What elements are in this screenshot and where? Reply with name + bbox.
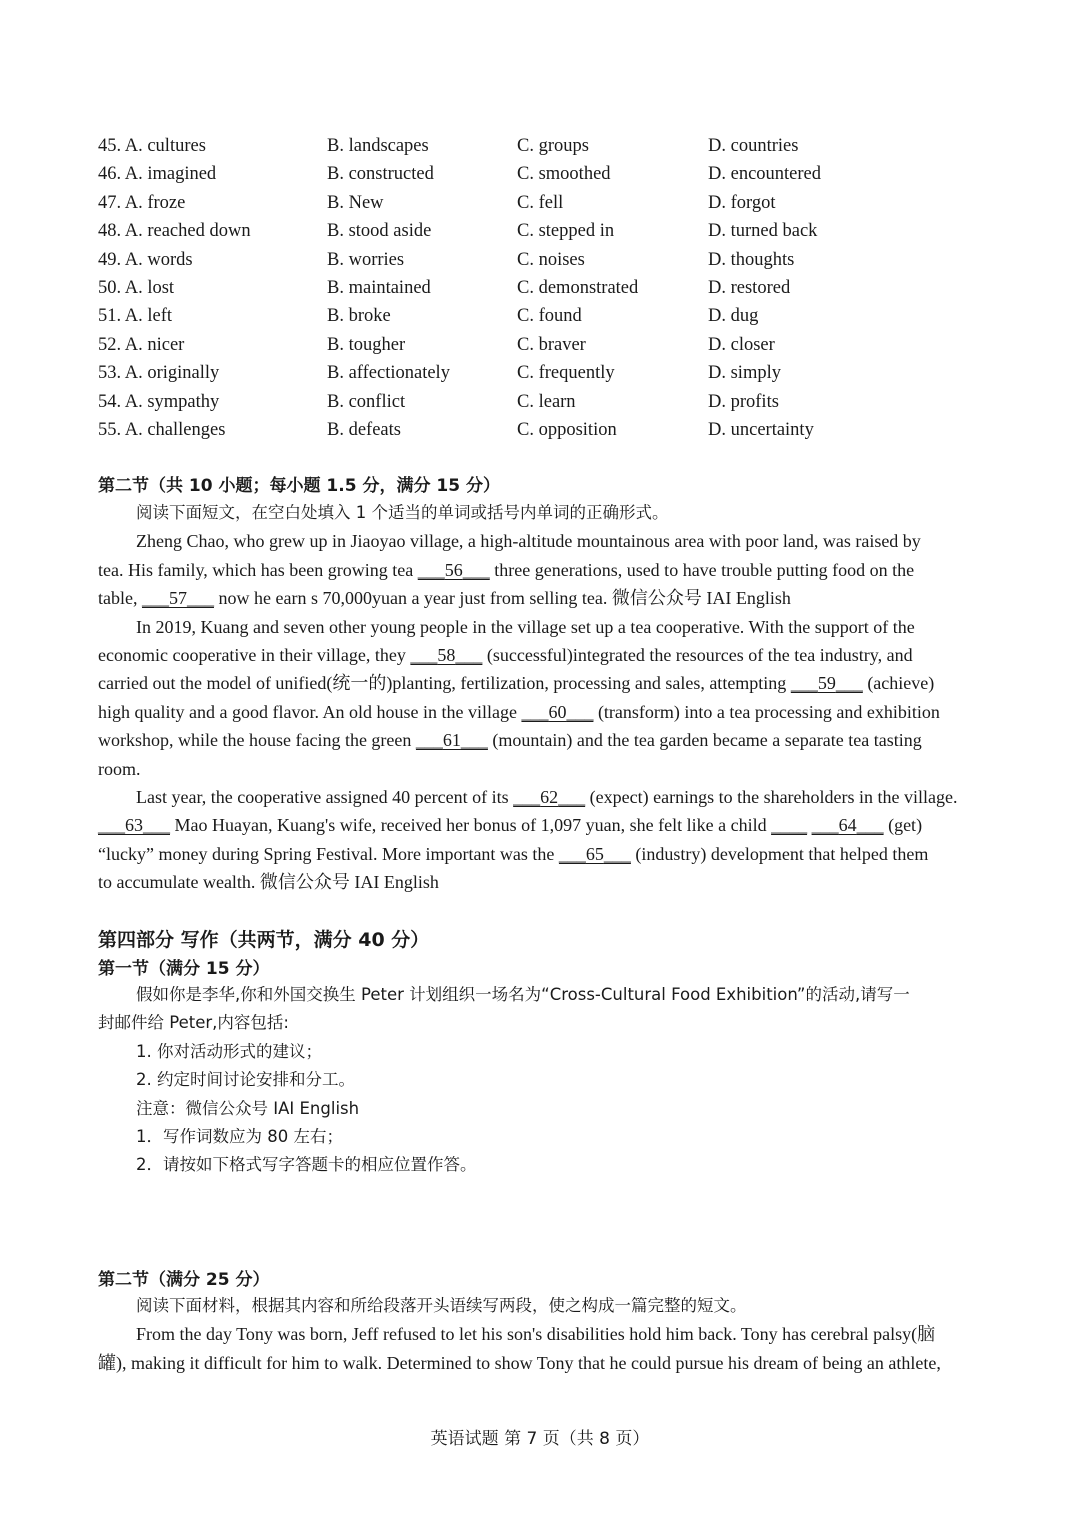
options-table — [98, 132, 998, 444]
option-row — [98, 217, 998, 245]
blank-57[interactable]: ___57___ — [141, 588, 214, 609]
option-a-text: A. cultures — [124, 136, 206, 156]
option-a-text: A. lost — [124, 277, 175, 298]
instruction: 阅读下面短文，在空白处填入 1 个适当的单词或括号内单词的正确形式。 — [136, 503, 669, 522]
note-item: 2．请按如下格式写字答题卡的相应位置作答。 — [136, 1155, 477, 1175]
blank-number: 56 — [444, 559, 463, 580]
prompt-item: 2. 约定时间讨论安排和分工。 — [136, 1070, 355, 1090]
option-d: D. countries — [708, 136, 799, 156]
blank-number: 57 — [168, 588, 187, 609]
blank-65[interactable]: ___65___ — [558, 843, 631, 864]
option-a — [98, 331, 184, 359]
question-number: 51. — [98, 306, 122, 327]
text: workshop, while the house facing the green — [98, 730, 416, 751]
section-heading: 第二节（满分 25 分） — [98, 1270, 270, 1290]
option-b: B. New — [327, 192, 384, 213]
option-c: C. found — [517, 306, 582, 327]
text: (successful)integrated the resources of the tea industry, and — [482, 645, 913, 666]
option-d: D. restored — [708, 277, 791, 298]
question-number: 46. — [98, 164, 122, 185]
passage-line — [98, 783, 984, 811]
prompt-item: 1. 你对活动形式的建议； — [136, 1041, 322, 1061]
option-c: C. frequently — [517, 363, 615, 384]
part4-section1 — [98, 954, 984, 1180]
option-b: B. landscapes — [327, 136, 429, 156]
passage-line — [98, 641, 984, 669]
section2-body — [98, 499, 984, 897]
option-a-text: A. reached down — [124, 221, 251, 242]
blank-number: 59 — [817, 673, 836, 694]
blank-number: 58 — [437, 645, 456, 666]
part4-section2 — [98, 1265, 984, 1377]
blank-63[interactable]: ___63___ — [98, 815, 170, 836]
question-number: 53. — [98, 363, 122, 384]
option-b: B. defeats — [327, 419, 401, 440]
text: three generations, used to have trouble putting food on the — [489, 559, 915, 580]
option-a-text: A. sympathy — [124, 391, 220, 412]
text: “lucky” money during Spring Festival. More important was the — [98, 843, 559, 864]
blank-64[interactable]: ___64___ — [811, 815, 884, 836]
option-a-text: A. imagined — [124, 164, 217, 185]
text: (get) — [883, 815, 923, 836]
question-number: 49. — [98, 249, 122, 270]
passage-line — [98, 669, 984, 697]
instruction: 阅读下面材料，根据其内容和所给段落开头语续写两段，使之构成一篇完整的短文。 — [136, 1296, 747, 1315]
option-c: C. fell — [517, 192, 564, 213]
part-heading: 第四部分 写作（共两节，满分 40 分） — [98, 929, 430, 951]
option-d: D. uncertainty — [708, 419, 814, 440]
blank-59[interactable]: ___59___ — [790, 673, 863, 694]
option-a — [98, 416, 225, 444]
section2-heading — [98, 471, 984, 496]
blank-62[interactable]: ___62___ — [513, 787, 586, 808]
option-d: D. thoughts — [708, 249, 795, 270]
section-heading: 第二节（共 10 小题；每小题 1.5 分，满分 15 分） — [98, 476, 500, 496]
option-row — [98, 331, 998, 359]
option-c: C. noises — [517, 249, 585, 270]
passage-line — [98, 698, 984, 726]
option-a — [98, 189, 185, 217]
blank-number: 62 — [540, 787, 559, 808]
passage-line: to accumulate wealth. 微信公众号 IAI English — [98, 872, 439, 893]
option-a-text: A. words — [124, 249, 193, 270]
passage-line: From the day Tony was born, Jeff refused to let his son's disabilities hold him back. Tony has cerebral palsy(脑 — [136, 1324, 936, 1345]
passage-line — [98, 556, 984, 584]
option-d: D. closer — [708, 334, 775, 355]
option-a-text: A. froze — [124, 192, 186, 213]
passage-line: room. — [98, 758, 141, 779]
text: (transform) into a tea processing and exhibition — [593, 701, 940, 722]
text: carried out the model of unified(统一的)planting, fertilization, processing and sales, attempting — [98, 673, 791, 694]
text: (achieve) — [862, 673, 935, 694]
option-b: B. constructed — [327, 164, 434, 185]
prompt-line: 封邮件给 Peter,内容包括: — [98, 1013, 289, 1033]
text: (industry) development that helped them — [630, 843, 929, 864]
passage-line — [98, 584, 984, 612]
note-item: 1．写作词数应为 80 左右； — [136, 1127, 343, 1147]
passage-line: In 2019, Kuang and seven other young people in the village set up a tea cooperative. With the support of the — [136, 616, 915, 637]
option-row — [98, 359, 998, 387]
passage-line — [98, 840, 984, 868]
passage-line — [98, 811, 984, 839]
option-c: C. demonstrated — [517, 277, 639, 298]
option-b: B. conflict — [327, 391, 406, 412]
option-row — [98, 416, 998, 444]
text: now he earn s 70,000yuan a year just from selling tea. 微信公众号 IAI English — [213, 588, 791, 609]
option-a — [98, 160, 216, 188]
option-a — [98, 246, 193, 274]
note: 注意：微信公众号 IAI English — [136, 1098, 360, 1118]
option-a — [98, 359, 219, 387]
option-b: B. stood aside — [327, 221, 432, 242]
section-heading: 第一节（满分 15 分） — [98, 959, 270, 979]
blank-61[interactable]: ___61___ — [415, 730, 488, 751]
blank-number: 64 — [838, 815, 857, 836]
question-number: 54. — [98, 391, 122, 412]
text: table, — [98, 588, 142, 609]
option-a-text: A. originally — [124, 363, 220, 384]
option-a — [98, 217, 251, 245]
blank-extra: ____ — [771, 815, 808, 836]
option-row — [98, 246, 998, 274]
option-a-text: A. nicer — [124, 334, 185, 355]
text: (expect) earnings to the shareholders in the village. — [585, 787, 958, 808]
option-a-text: A. left — [124, 306, 172, 327]
question-number: 55. — [98, 419, 122, 440]
option-b: B. broke — [327, 306, 391, 327]
option-c: C. learn — [517, 391, 576, 412]
option-c: C. stepped in — [517, 221, 615, 242]
option-a — [98, 274, 174, 302]
option-a — [98, 132, 206, 160]
option-d: D. simply — [708, 363, 781, 384]
text: Mao Huayan, Kuang's wife, received her bonus of 1,097 yuan, she felt like a child — [170, 815, 772, 836]
option-b: B. affectionately — [327, 363, 450, 384]
option-a — [98, 388, 219, 416]
page-footer: 英语试题 第 7 页（共 8 页） — [430, 1429, 650, 1449]
blank-60[interactable]: ___60___ — [521, 701, 594, 722]
passage-line — [98, 726, 984, 754]
option-d: D. profits — [708, 391, 779, 412]
blank-number: 65 — [585, 843, 604, 864]
text: economic cooperative in their village, they — [98, 645, 411, 666]
option-b: B. tougher — [327, 334, 406, 355]
option-a-text: A. challenges — [124, 419, 226, 440]
option-b: B. worries — [327, 249, 405, 270]
option-row — [98, 388, 998, 416]
passage-line: Zheng Chao, who grew up in Jiaoyao village, a high-altitude mountainous area with poor land, was raised by — [136, 531, 921, 552]
text: (mountain) and the tea garden became a separate tea tasting — [487, 730, 922, 751]
blank-number: 60 — [548, 701, 567, 722]
option-d: D. encountered — [708, 164, 822, 185]
passage-line: 罐), making it difficult for him to walk. Determined to show Tony that he could pursue his dream of being an athlete, — [98, 1352, 941, 1373]
option-c: C. braver — [517, 334, 586, 355]
blank-number: 61 — [442, 730, 461, 751]
blank-58[interactable]: ___58___ — [410, 645, 483, 666]
option-row — [98, 132, 998, 160]
option-b: B. maintained — [327, 277, 431, 298]
text: Last year, the cooperative assigned 40 percent of its — [136, 787, 514, 808]
option-d: D. forgot — [708, 192, 776, 213]
text: high quality and a good flavor. An old house in the village — [98, 701, 522, 722]
option-c: C. groups — [517, 136, 589, 156]
option-c: C. opposition — [517, 419, 617, 440]
option-row — [98, 302, 998, 330]
question-number: 45. — [98, 136, 122, 156]
option-row — [98, 274, 998, 302]
blank-number: 63 — [125, 815, 143, 836]
blank-56[interactable]: ___56___ — [417, 559, 490, 580]
part4 — [98, 925, 984, 952]
question-number: 50. — [98, 277, 122, 298]
option-row — [98, 160, 998, 188]
option-d: D. dug — [708, 306, 759, 327]
question-number: 52. — [98, 334, 122, 355]
prompt-line: 假如你是李华,你和外国交换生 Peter 计划组织一场名为“Cross-Cultural Food Exhibition”的活动,请写一 — [136, 985, 910, 1004]
text: tea. His family, which has been growing tea — [98, 559, 418, 580]
option-a — [98, 302, 172, 330]
option-c: C. smoothed — [517, 164, 611, 185]
question-number: 47. — [98, 192, 122, 213]
option-d: D. turned back — [708, 221, 818, 242]
question-number: 48. — [98, 221, 122, 242]
option-row — [98, 189, 998, 217]
